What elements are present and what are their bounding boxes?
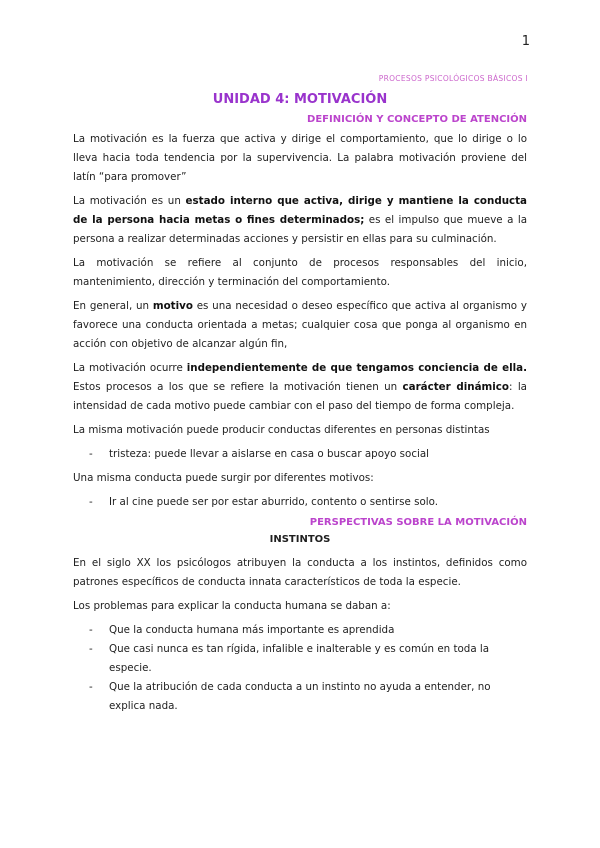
running-header: PROCESOS PSICOLÓGICOS BÁSICOS I (378, 74, 528, 83)
paragraph-motive: En general, un motivo es una necesidad o deseo específico que activa al organismo y favorece una conducta orientada a metas; cualquier cosa que ponga al organismo en acción con objetivo de alcanzar algún fin, (73, 300, 527, 350)
paragraph-problems: Los problemas para explicar la conducta humana se daban a: (73, 600, 391, 612)
dash-bullet: - (89, 643, 93, 655)
list-item: - Que la conducta humana más importante es aprendida (73, 621, 527, 640)
paragraph-internal-state: La motivación es un estado interno que activa, dirige y mantiene la conducta de la persona hacia metas o fines determinados; es el impulso que mueve a la persona a realizar determinadas acciones y persistir en ellas para su culminación. (73, 195, 527, 245)
unit-title: UNIDAD 4: MOTIVACIÓN (212, 92, 388, 107)
dash-bullet: - (89, 496, 93, 508)
paragraph-same-motivation: La misma motivación puede producir conductas diferentes en personas distintas (73, 424, 490, 436)
subsection-title-instincts: INSTINTOS (269, 534, 331, 545)
section-title-perspectives: PERSPECTIVAS SOBRE LA MOTIVACIÓN (309, 517, 527, 528)
document-body (73, 92, 527, 721)
list-problems (73, 621, 527, 716)
page-number: 1 (521, 34, 530, 49)
paragraph-same-behavior: Una misma conducta puede surgir por diferentes motivos: (73, 472, 374, 484)
list-item: - tristeza: puede llevar a aislarse en casa o buscar apoyo social (73, 445, 527, 464)
paragraph-instincts: En el siglo XX los psicólogos atribuyen la conducta a los instintos, definidos como patrones específicos de conducta innata característicos de toda la especie. (73, 557, 527, 588)
dash-bullet: - (89, 681, 93, 693)
dash-bullet: - (89, 624, 93, 636)
list-same-motivation (73, 445, 527, 464)
dash-bullet: - (89, 448, 93, 460)
paragraph-awareness: La motivación ocurre independientemente de que tengamos conciencia de ella. Estos procesos a los que se refiere la motivación tienen un carácter dinámico: la intensidad de cada motivo puede cambiar con el paso del tiempo de forma compleja. (73, 362, 527, 412)
section-title-definition: DEFINICIÓN Y CONCEPTO DE ATENCIÓN (307, 114, 527, 125)
list-item: - Que casi nunca es tan rígida, infalible e inalterable y es común en toda la especie. (73, 640, 527, 678)
paragraph-processes: La motivación se refiere al conjunto de procesos responsables del inicio, mantenimiento, dirección y terminación del comportamiento. (73, 257, 527, 288)
list-item: - Que la atribución de cada conducta a un instinto no ayuda a entender, no explica nada. (73, 678, 527, 716)
list-item: - Ir al cine puede ser por estar aburrido, contento o sentirse solo. (73, 493, 527, 512)
paragraph-definition: La motivación es la fuerza que activa y dirige el comportamiento, que lo dirige o lo lleva hacia toda tendencia por la supervivencia. La palabra motivación proviene del latín “para promover” (73, 133, 527, 183)
list-same-behavior (73, 493, 527, 512)
